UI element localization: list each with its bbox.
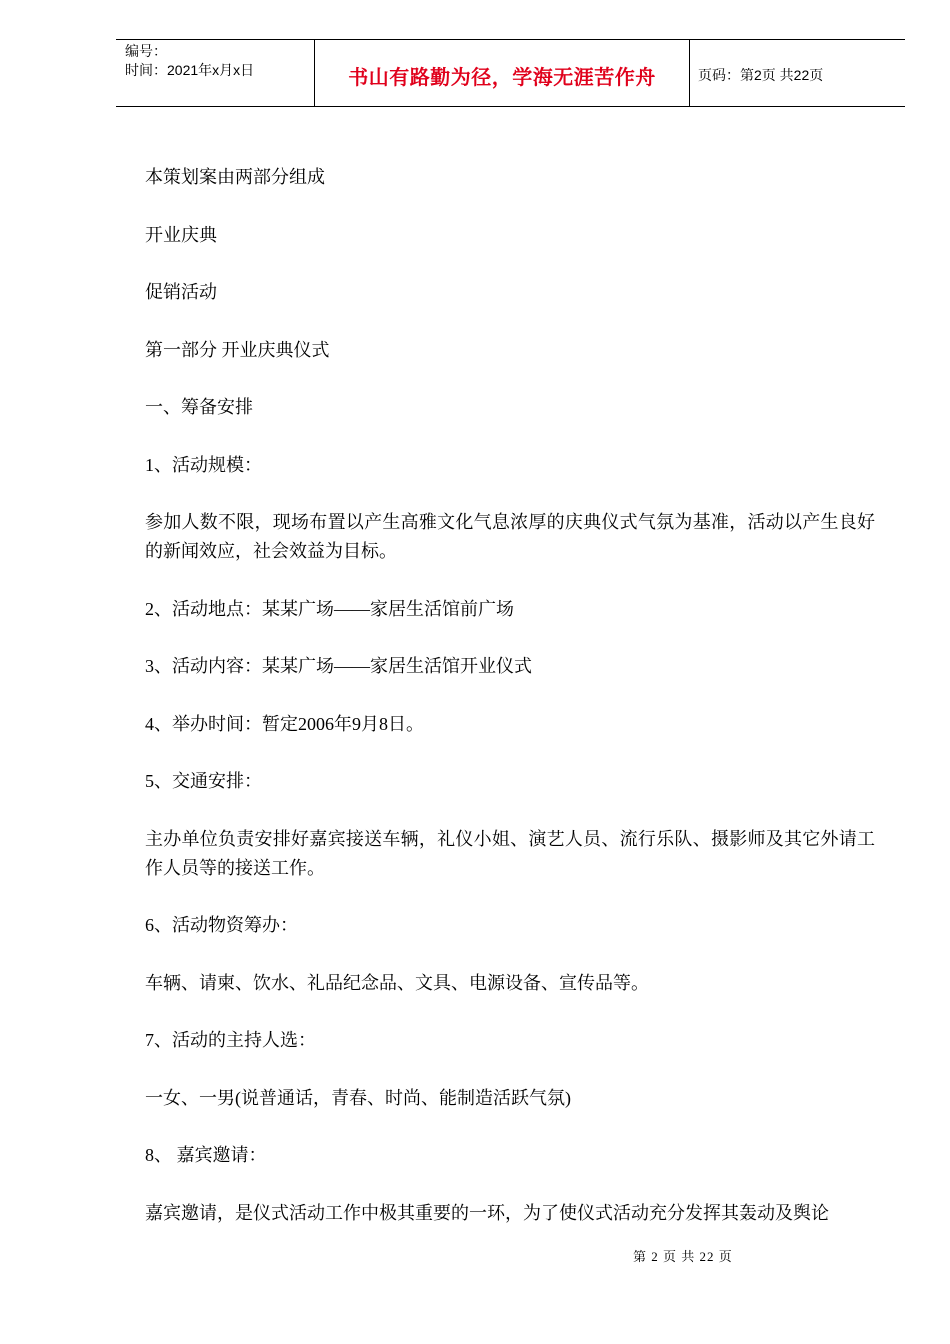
item-heading: 4、举办时间：暂定2006年9月8日。 (145, 713, 424, 734)
paragraph: 一女、一男(说普通话，青春、时尚、能制造活跃气氛) (145, 1087, 571, 1108)
header-page-info: 页码：第2页 共22页 (698, 66, 824, 83)
paragraph: 参加人数不限，现场布置以产生高雅文化气息浓厚的庆典仪式气氛为基准，活动以产生良好的新闻效应，社会效益为目标。 (145, 512, 875, 561)
paragraph: 本策划案由两部分组成 (145, 167, 325, 187)
paragraph: 促销活动 (145, 282, 217, 302)
item-heading: 5、交通安排： (145, 771, 262, 791)
paragraph: 主办单位负责安排好嘉宾接送车辆，礼仪小姐、演艺人员、流行乐队、摄影师及其它外请工作人员等的接送工作。 (145, 828, 875, 878)
document-body (145, 163, 875, 1256)
item-heading: 8、 嘉宾邀请： (145, 1145, 267, 1165)
item-heading: 3、活动内容：某某广场——家居生活馆开业仪式 (145, 656, 532, 676)
paragraph: 开业庆典 (145, 224, 217, 245)
header-motto-cell (315, 40, 690, 106)
section-heading: 第一部分 开业庆典仪式 (145, 339, 330, 360)
document-number-label: 编号： (125, 43, 167, 59)
subsection-heading: 一、筹备安排 (145, 397, 253, 417)
item-heading: 6、活动物资筹办： (145, 915, 298, 935)
header-page-cell (690, 40, 905, 106)
item-heading: 1、活动规模： (145, 454, 262, 475)
item-heading: 2、活动地点：某某广场——家居生活馆前广场 (145, 598, 514, 619)
header-motto: 书山有路勤为径，学海无涯苦作舟 (348, 64, 656, 89)
document-time-label: 时间：2021年x月x日 (125, 62, 255, 78)
paragraph: 嘉宾邀请，是仪式活动工作中极其重要的一环，为了使仪式活动充分发挥其轰动及舆论 (145, 1202, 829, 1223)
item-heading: 7、活动的主持人选： (145, 1030, 316, 1050)
header-meta-cell (116, 40, 315, 106)
paragraph: 车辆、请柬、饮水、礼品纪念品、文具、电源设备、宣传品等。 (145, 972, 649, 993)
page-footer: 第 2 页 共 22 页 (633, 1249, 733, 1264)
page-header (116, 39, 905, 107)
